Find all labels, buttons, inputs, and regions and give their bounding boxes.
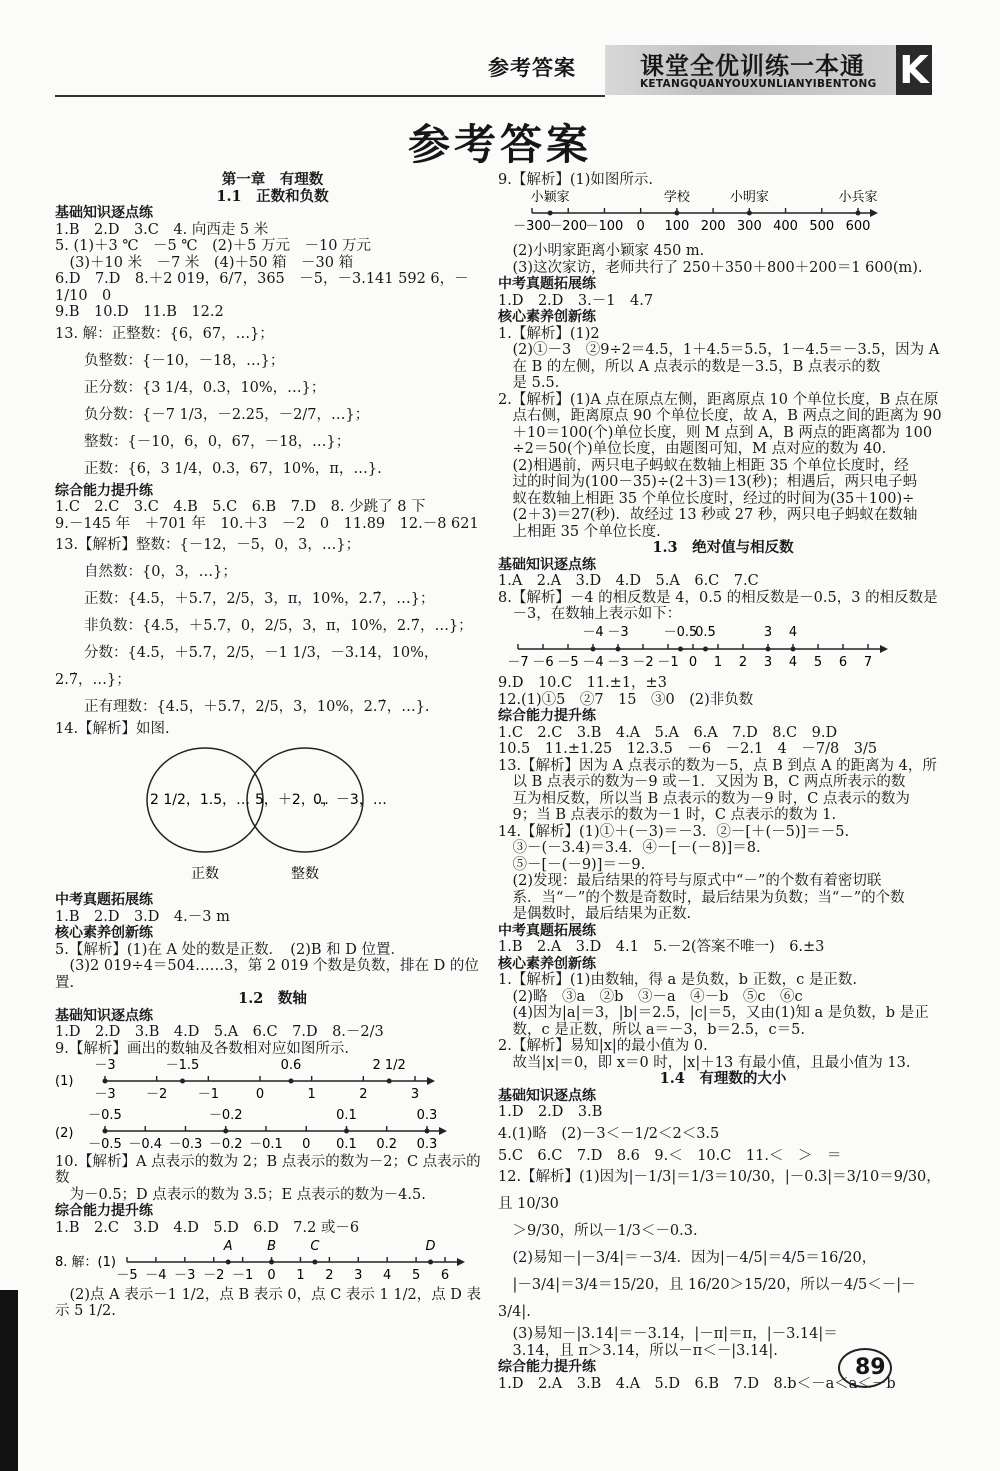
number-line-4-tick-label: －200	[549, 218, 588, 234]
answer-line: (2)点 A 表示－1 1/2，点 B 表示 0，点 C 表示 1 1/2，点 D 表示 5 1/2.	[55, 1286, 482, 1319]
number-line-1-tick-label: 1	[307, 1087, 316, 1102]
section-heading: 1.1 正数和负数	[216, 187, 329, 205]
number-line-4-tick-label: －100	[585, 218, 624, 234]
number-line-4-tick-label: 600	[845, 218, 871, 234]
number-line-figure-9	[55, 1057, 485, 1149]
page-title: 参考答案	[407, 120, 592, 169]
answer-line: 13. 解：正整数：{6，67，…}；	[55, 325, 274, 342]
answer-prefix: 8. 解：(1)	[55, 1255, 116, 1270]
point-label: －0.5	[663, 624, 698, 640]
answer-line: 2.【解析】(1)A 点在原点左侧，距离原点 10 个单位长度，B 点在原	[498, 391, 939, 408]
point-marker	[616, 646, 621, 651]
answer-line: 正分数：{3 1/4，0.3，10%，…}；	[55, 379, 326, 396]
answer-line: 2.【解析】易知|x|的最小值为 0.	[498, 1038, 708, 1054]
answer-line: 10.5 11.±1.25 12.3.5 －6 －2.1 4 －7/8 3/5	[498, 741, 878, 757]
answer-line: 整数：{－10，6，0，67，－18，…}；	[55, 433, 351, 450]
point-marker	[591, 646, 596, 651]
venn-label-positive: 正数	[191, 865, 219, 882]
right-column	[498, 172, 948, 1392]
number-line-5-tick-label: －4	[582, 654, 604, 670]
number-line-5-tick-label: 0	[688, 654, 698, 670]
point-label: －1.5	[165, 1058, 200, 1073]
point-marker	[103, 1079, 108, 1084]
number-line-2-tick-label: －0.1	[249, 1137, 283, 1149]
answer-line: 10.【解析】A 点表示的数为 2；B 点表示的数为－2；C 点表示的数	[55, 1153, 481, 1186]
answer-line: 1.A 2.A 3.D 4.D 5.A 6.C 7.C	[498, 573, 759, 589]
number-line-2-tick-label: 0.3	[416, 1137, 438, 1149]
venn-right-set: 0，－3，…	[313, 791, 387, 808]
point-marker	[678, 646, 683, 651]
number-line-3-tick-label: －2	[203, 1268, 225, 1282]
subsection-heading: 核心素养创新练	[55, 925, 153, 941]
number-line-3-tick-label: －1	[231, 1268, 254, 1282]
number-line-4-arrow-icon	[870, 209, 878, 217]
number-line-1-tick-label: 0	[255, 1087, 265, 1102]
point-marker	[226, 1260, 231, 1265]
answer-line: 数，c 是正数，所以 a＝－3，b＝2.5，c＝5.	[498, 1021, 806, 1038]
number-line-5-tick-label: －6	[532, 654, 554, 670]
number-line-1-tick-label: 3	[410, 1087, 420, 1102]
point-label: 0.3	[416, 1108, 438, 1123]
answer-line: ＋10＝100(个)单位长度，则 M 点到 A，B 两点的距离都为 100	[498, 424, 933, 441]
answer-line: 12.【解析】(1)因为|－1/3|＝1/3＝10/30，|－0.3|＝3/10＝9/30，且 10/30	[498, 1169, 941, 1212]
number-line-5-tick-label: －7	[507, 654, 529, 670]
number-line-5-tick-label: －2	[632, 654, 654, 670]
point-marker	[747, 210, 752, 215]
number-line-4-tick-label: －300	[513, 218, 551, 234]
answer-line: 13.【解析】整数：{－12，－5，0，3，…}；	[55, 537, 361, 553]
point-label: －0.2	[208, 1108, 243, 1123]
number-line-3-tick-label: －4	[145, 1268, 167, 1282]
answer-line: (4)因为|a|＝3，|b|＝2.5，|c|＝5，又由(1)知 a 是负数，b 是正	[498, 1005, 929, 1021]
number-line-2-arrow-icon	[439, 1127, 447, 1135]
number-line-3-tick-label: 4	[383, 1268, 392, 1282]
number-line-3-tick-label: －3	[174, 1268, 196, 1282]
number-line-1-tick-label: －1	[197, 1087, 219, 1102]
answer-line: 1.D 2.A 3.B 4.A 5.D 6.B 7.D 8.b＜－a＜a＜－b	[498, 1375, 896, 1392]
answer-line: －3，在数轴上表示如下：	[498, 606, 682, 622]
answer-line: 13.【解析】因为 A 点表示的数为－5，点 B 到点 A 的距离为 4，所	[498, 757, 937, 774]
answer-line: 14.【解析】如图.	[55, 721, 170, 737]
point-label: 2 1/2	[372, 1058, 406, 1073]
number-line-1-tick-label: －2	[146, 1087, 168, 1102]
point-label: A	[223, 1239, 233, 1254]
answer-line: (3)2 019÷4＝504……3，第 2 019 个数是负数，排在 D 的位置.	[55, 958, 479, 991]
answer-line: (2)略 ③a ②b ③－a ④－b ⑤c ⑥c	[498, 988, 803, 1005]
number-line-figure-home	[498, 189, 938, 239]
number-line-2-tick-label: －0.5	[88, 1137, 122, 1149]
answer-line: ⑤－[－(－9)]＝－9.	[498, 856, 646, 873]
answer-line: 负分数：{－7 1/3，－2.25，－2/7，…}；	[55, 406, 370, 423]
subsection-heading: 基础知识逐点练	[498, 556, 596, 573]
row-label: (1)	[55, 1074, 74, 1089]
answer-line: 3.14，且 π＞3.14，所以－π＜－|3.14|.	[498, 1342, 778, 1359]
book-title: 课堂全优训练一本通	[640, 52, 865, 80]
number-line-1-tick-label: －3	[94, 1087, 116, 1102]
point-label: －0.5	[88, 1108, 122, 1123]
subsection-heading: 综合能力提升练	[55, 1203, 153, 1219]
point-marker	[703, 646, 708, 651]
answer-line: 以 B 点表示的数为－9 或－1．又因为 B，C 两点所表示的数	[498, 774, 906, 790]
answer-line: 1.C 2.C 3.B 4.A 5.A 6.A 7.D 8.C 9.D	[498, 724, 838, 741]
answer-line: 负整数：{－10，－18，…}；	[55, 352, 285, 369]
answer-line: ＞9/30，所以－1/3＜－0.3.	[498, 1223, 698, 1239]
point-label: －4	[582, 624, 604, 640]
answer-line: (2)发现：最后结果的符号与原式中“－”的个数有着密切联	[498, 873, 882, 889]
point-marker	[674, 210, 679, 215]
venn-left-set: 2 1/2，1.5，…	[150, 791, 251, 808]
number-line-3-tick-label: 1	[296, 1268, 305, 1282]
answer-line: 1.C 2.C 3.C 4.B 5.C 6.B 7.D 8. 少跳了 8 下	[55, 499, 426, 515]
book-title-pinyin: KETANGQUANYOUXUNLIANYIBENTONG	[640, 78, 877, 90]
answer-line: 5.【解析】(1)在 A 处的数是正数． (2)B 和 D 位置．	[55, 941, 405, 958]
header-divider	[55, 95, 605, 97]
point-marker	[312, 1260, 317, 1265]
answer-line: 9.【解析】画出的数轴及各数相对应如图所示.	[55, 1040, 349, 1057]
answer-line: 9.【解析】(1)如图所示.	[498, 172, 653, 188]
answer-line: ÷2＝50(个)单位长度，由题图可知，M 点对应的数为 40.	[498, 441, 887, 457]
point-label: 0.1	[336, 1108, 357, 1123]
answer-line: (2)小明家距离小颖家 450 m.	[498, 243, 705, 259]
answer-line: 过的时间为(100－35)÷(2＋3)＝13(秒)；相遇后，两只电子蚂	[498, 474, 918, 490]
subsection-heading: 基础知识逐点练	[55, 205, 153, 221]
point-marker	[548, 210, 553, 215]
number-line-5-arrow-icon	[880, 645, 888, 653]
answer-line: 9.－145 年 ＋701 年 10.＋3 －2 0 11.89 12.－8 621	[55, 515, 479, 532]
point-label: 0.6	[280, 1058, 302, 1073]
section-heading: 1.2 数轴	[238, 990, 307, 1007]
number-line-2-tick-label: －0.2	[208, 1137, 243, 1149]
answer-line: 故当|x|＝0，即 x＝0 时，|x|＋13 有最小值，且最小值为 13.	[498, 1054, 911, 1071]
number-line-5-tick-label: 5	[813, 654, 823, 670]
point-label: B	[267, 1239, 277, 1254]
number-line-5-tick-label: －3	[607, 654, 629, 670]
answer-line: 为－0.5；D 点表示的数为 3.5；E 点表示的数为－4.5.	[55, 1186, 426, 1203]
answer-line: (3)＋10 米 －7 米 (4)＋50 箱 －30 箱	[55, 254, 354, 271]
number-line-4-tick-label: 0	[636, 218, 645, 234]
subsection-heading: 基础知识逐点练	[55, 1007, 153, 1024]
number-line-1-tick-label: 2	[359, 1087, 368, 1102]
number-line-4-tick-label: 100	[664, 218, 690, 234]
answer-line: 1.B 2.C 3.D 4.D 5.D 6.D 7.2 或－6	[55, 1219, 360, 1236]
left-column	[55, 172, 490, 1320]
answer-line: (2)①－3 ②9÷2＝4.5，1＋4.5＝5.5，1－4.5＝－3.5，因为 A	[498, 342, 940, 358]
answer-line: 1.B 2.A 3.D 4.1 5.－2(答案不唯一) 6.±3	[498, 939, 825, 955]
k-logo-icon: K	[896, 45, 932, 95]
answer-line: 5.C 6.C 7.D 8.6 9.＜ 10.C 11.＜ ＞ ＝	[498, 1147, 842, 1164]
number-line-1-arrow-icon	[427, 1077, 435, 1085]
page-number: 89	[855, 1355, 886, 1380]
answer-line: 14.【解析】(1)①＋(－3)＝－3．②－[＋(－5)]＝－5.	[498, 823, 850, 840]
subsection-heading: 中考真题拓展练	[55, 892, 153, 908]
answer-line: (3)易知－|3.14|＝－3.14，|－π|＝π，|－3.14|＝	[498, 1326, 838, 1342]
answer-line: 5. (1)＋3 ℃ －5 ℃ (2)＋5 万元 －10 万元	[55, 238, 372, 254]
number-line-5-tick-label: －5	[557, 654, 579, 670]
point-marker	[766, 646, 771, 651]
answer-line: 点右侧，距离原点 90 个单位长度，故 A，B 两点之间的距离为 90	[498, 408, 942, 424]
number-line-3-tick-label: －5	[116, 1268, 138, 1282]
section-heading: 1.4 有理数的大小	[659, 1070, 787, 1087]
answer-line: 1.D 2.D 3.B 4.D 5.A 6.C 7.D 8.－2/3	[55, 1024, 384, 1040]
point-label: －3	[94, 1058, 116, 1073]
number-line-3-arrow-icon	[457, 1258, 465, 1266]
answer-line: 正数：{4.5，＋5.7，2/5，3，π，10%，2.7̇，…}；	[55, 591, 435, 607]
answer-line: 上相距 35 个单位长度.	[498, 523, 661, 540]
answer-line: 8.【解析】－4 的相反数是 4，0.5 的相反数是－0.5，3 的相反数是	[498, 589, 938, 606]
answer-line: (2＋3)＝27(秒)．故经过 13 秒或 27 秒，两只电子蚂蚁在数轴	[498, 507, 918, 523]
point-label: C	[310, 1239, 320, 1254]
answer-line: 是偶数时，最后结果为正数.	[498, 906, 692, 922]
answer-line: 自然数：{0，3，…}；	[55, 564, 237, 580]
answer-line: 系．当“－”的个数是奇数时，最后结果为负数；当“－”的个数	[498, 889, 905, 906]
answer-line: 正有理数：{4.5，＋5.7，2/5，3，10%，2.7̇，…}.	[55, 699, 430, 715]
answer-line: (2)易知－|－3/4|＝－3/4．因为|－4/5|＝4/5＝16/20，	[498, 1250, 877, 1266]
venn-diagram	[55, 738, 395, 888]
number-line-3-tick-label: 0	[267, 1268, 276, 1282]
answer-line: 1.B 2.D 3.C 4. 向西走 5 米	[55, 221, 269, 238]
number-line-3-tick-label: 2	[325, 1268, 334, 1282]
answer-line: 9.B 10.D 11.B 12.2	[55, 304, 224, 320]
answer-line: 9.D 10.C 11.±1，±3	[498, 675, 667, 691]
subsection-heading: 基础知识逐点练	[498, 1087, 596, 1104]
answer-line: 1.B 2.D 3.D 4.－3 m	[55, 908, 230, 925]
number-line-3-tick-label: 5	[411, 1268, 421, 1282]
subsection-heading: 综合能力提升练	[55, 482, 153, 499]
point-label: 4	[788, 624, 798, 640]
row-label: (2)	[55, 1126, 74, 1141]
point-label: －3	[607, 624, 629, 640]
answer-line: 1.【解析】(1)2	[498, 325, 600, 342]
point-marker	[103, 1129, 108, 1134]
number-line-2-tick-label: 0	[302, 1137, 311, 1149]
answer-line: 正数：{6，3 1/4，0.3，67，10%，π，…}.	[55, 460, 382, 477]
point-marker	[223, 1129, 228, 1134]
answer-line: 1.D 2.D 3.－1 4.7	[498, 292, 654, 309]
answer-line: 9；当 B 点表示的数为－1 时，C 点表示的数为 1.	[498, 807, 837, 823]
answer-line: 在 B 的左侧，所以 A 点表示的数是－3.5，B 点表示的数	[498, 358, 881, 375]
place-label: 学校	[663, 189, 690, 205]
point-marker	[428, 1260, 433, 1265]
number-line-4-tick-label: 200	[700, 218, 726, 234]
number-line-3-tick-label: 6	[440, 1268, 450, 1282]
subsection-heading: 中考真题拓展练	[498, 922, 596, 939]
point-marker	[289, 1079, 294, 1084]
subsection-heading: 综合能力提升练	[498, 1359, 596, 1375]
answer-line: (3)这次家访，老师共行了 250＋350＋800＋200＝1 600(m).	[498, 259, 923, 276]
number-line-2-tick-label: 0.1	[336, 1137, 357, 1149]
number-line-2-tick-label: －0.4	[128, 1137, 163, 1149]
point-label: 3	[763, 624, 773, 640]
answer-line: 是 5.5.	[498, 375, 560, 391]
answer-line: 4.(1)略 (2)－3＜－1/2＜2＜3.5	[498, 1125, 720, 1142]
point-marker	[791, 646, 796, 651]
number-line-5-tick-label: 1	[713, 654, 723, 670]
number-line-figure-opposites	[498, 623, 938, 671]
number-line-3-tick-label: 3	[354, 1268, 363, 1282]
edge-shadow	[0, 1290, 18, 1471]
answer-line: 1.D 2.D 3.B	[498, 1104, 603, 1120]
answer-line: 6.D 7.D 8.＋2 019，6/7，365 －5，－3.141 592 6，－1/10 0	[55, 271, 469, 304]
number-line-5-tick-label: －1	[657, 654, 679, 670]
answer-line: 分数：{4.5，＋5.7，2/5，－1 1/3，－3.14，10%，2.7̇，…}；	[55, 645, 439, 688]
number-line-4-tick-label: 400	[773, 218, 798, 234]
subsection-heading: 核心素养创新练	[498, 955, 596, 972]
number-line-4-tick-label: 300	[736, 218, 762, 234]
point-marker	[344, 1129, 349, 1134]
answer-line: 12.(1)①5 ②7 15 ③0 (2)非负数	[498, 691, 754, 708]
number-line-5-tick-label: 2	[738, 654, 748, 670]
number-line-4-tick-label: 500	[809, 218, 835, 234]
chapter-heading: 第一章 有理数	[221, 171, 324, 188]
subsection-heading: 中考真题拓展练	[498, 276, 596, 292]
number-line-5-tick-label: 4	[788, 654, 798, 670]
point-marker	[180, 1079, 185, 1084]
answer-line: 蚁在数轴上相距 35 个单位长度时，经过的时间为(35＋100)÷	[498, 490, 915, 507]
header-section-title: 参考答案	[488, 56, 576, 80]
place-label: 小兵家	[838, 189, 878, 205]
subsection-heading: 核心素养创新练	[498, 309, 596, 325]
point-marker	[425, 1129, 430, 1134]
answer-line: |－3/4|＝3/4＝15/20，且 16/20＞15/20，所以－4/5＜－|－3/4|.	[498, 1277, 916, 1320]
answer-line: (2)相遇前，两只电子蚂蚁在数轴上相距 35 个单位长度时，经	[498, 457, 909, 474]
subsection-heading: 综合能力提升练	[498, 708, 596, 724]
place-label: 小明家	[729, 189, 769, 205]
number-line-5-tick-label: 6	[838, 654, 848, 670]
point-marker	[387, 1079, 392, 1084]
point-marker	[269, 1260, 274, 1265]
point-label: D	[425, 1239, 436, 1254]
answer-line: 非负数：{4.5，＋5.7，0，2/5，3，π，10%，2.7̇，…}；	[55, 618, 473, 634]
answer-line: ③－(－3.4)＝3.4．④－[－(－8)]＝8.	[498, 840, 761, 856]
answer-line: 互为相反数，所以当 B 点表示的数为－9 时，C 点表示的数为	[498, 790, 910, 807]
section-heading: 1.3 绝对值与相反数	[652, 539, 794, 556]
number-line-figure-8	[55, 1236, 485, 1282]
point-marker	[856, 210, 861, 215]
number-line-2-tick-label: 0.2	[376, 1137, 398, 1149]
venn-overlap-set: 5，＋2，…	[255, 791, 329, 808]
number-line-2-tick-label: －0.3	[168, 1137, 203, 1149]
point-label: 0.5	[695, 624, 716, 640]
number-line-5-tick-label: 7	[863, 654, 873, 670]
number-line-5-tick-label: 3	[763, 654, 773, 670]
venn-label-integer: 整数	[291, 865, 319, 882]
answer-line: 1.【解析】(1)由数轴，得 a 是负数，b 正数，c 是正数.	[498, 972, 857, 988]
place-label: 小颖家	[530, 189, 570, 205]
